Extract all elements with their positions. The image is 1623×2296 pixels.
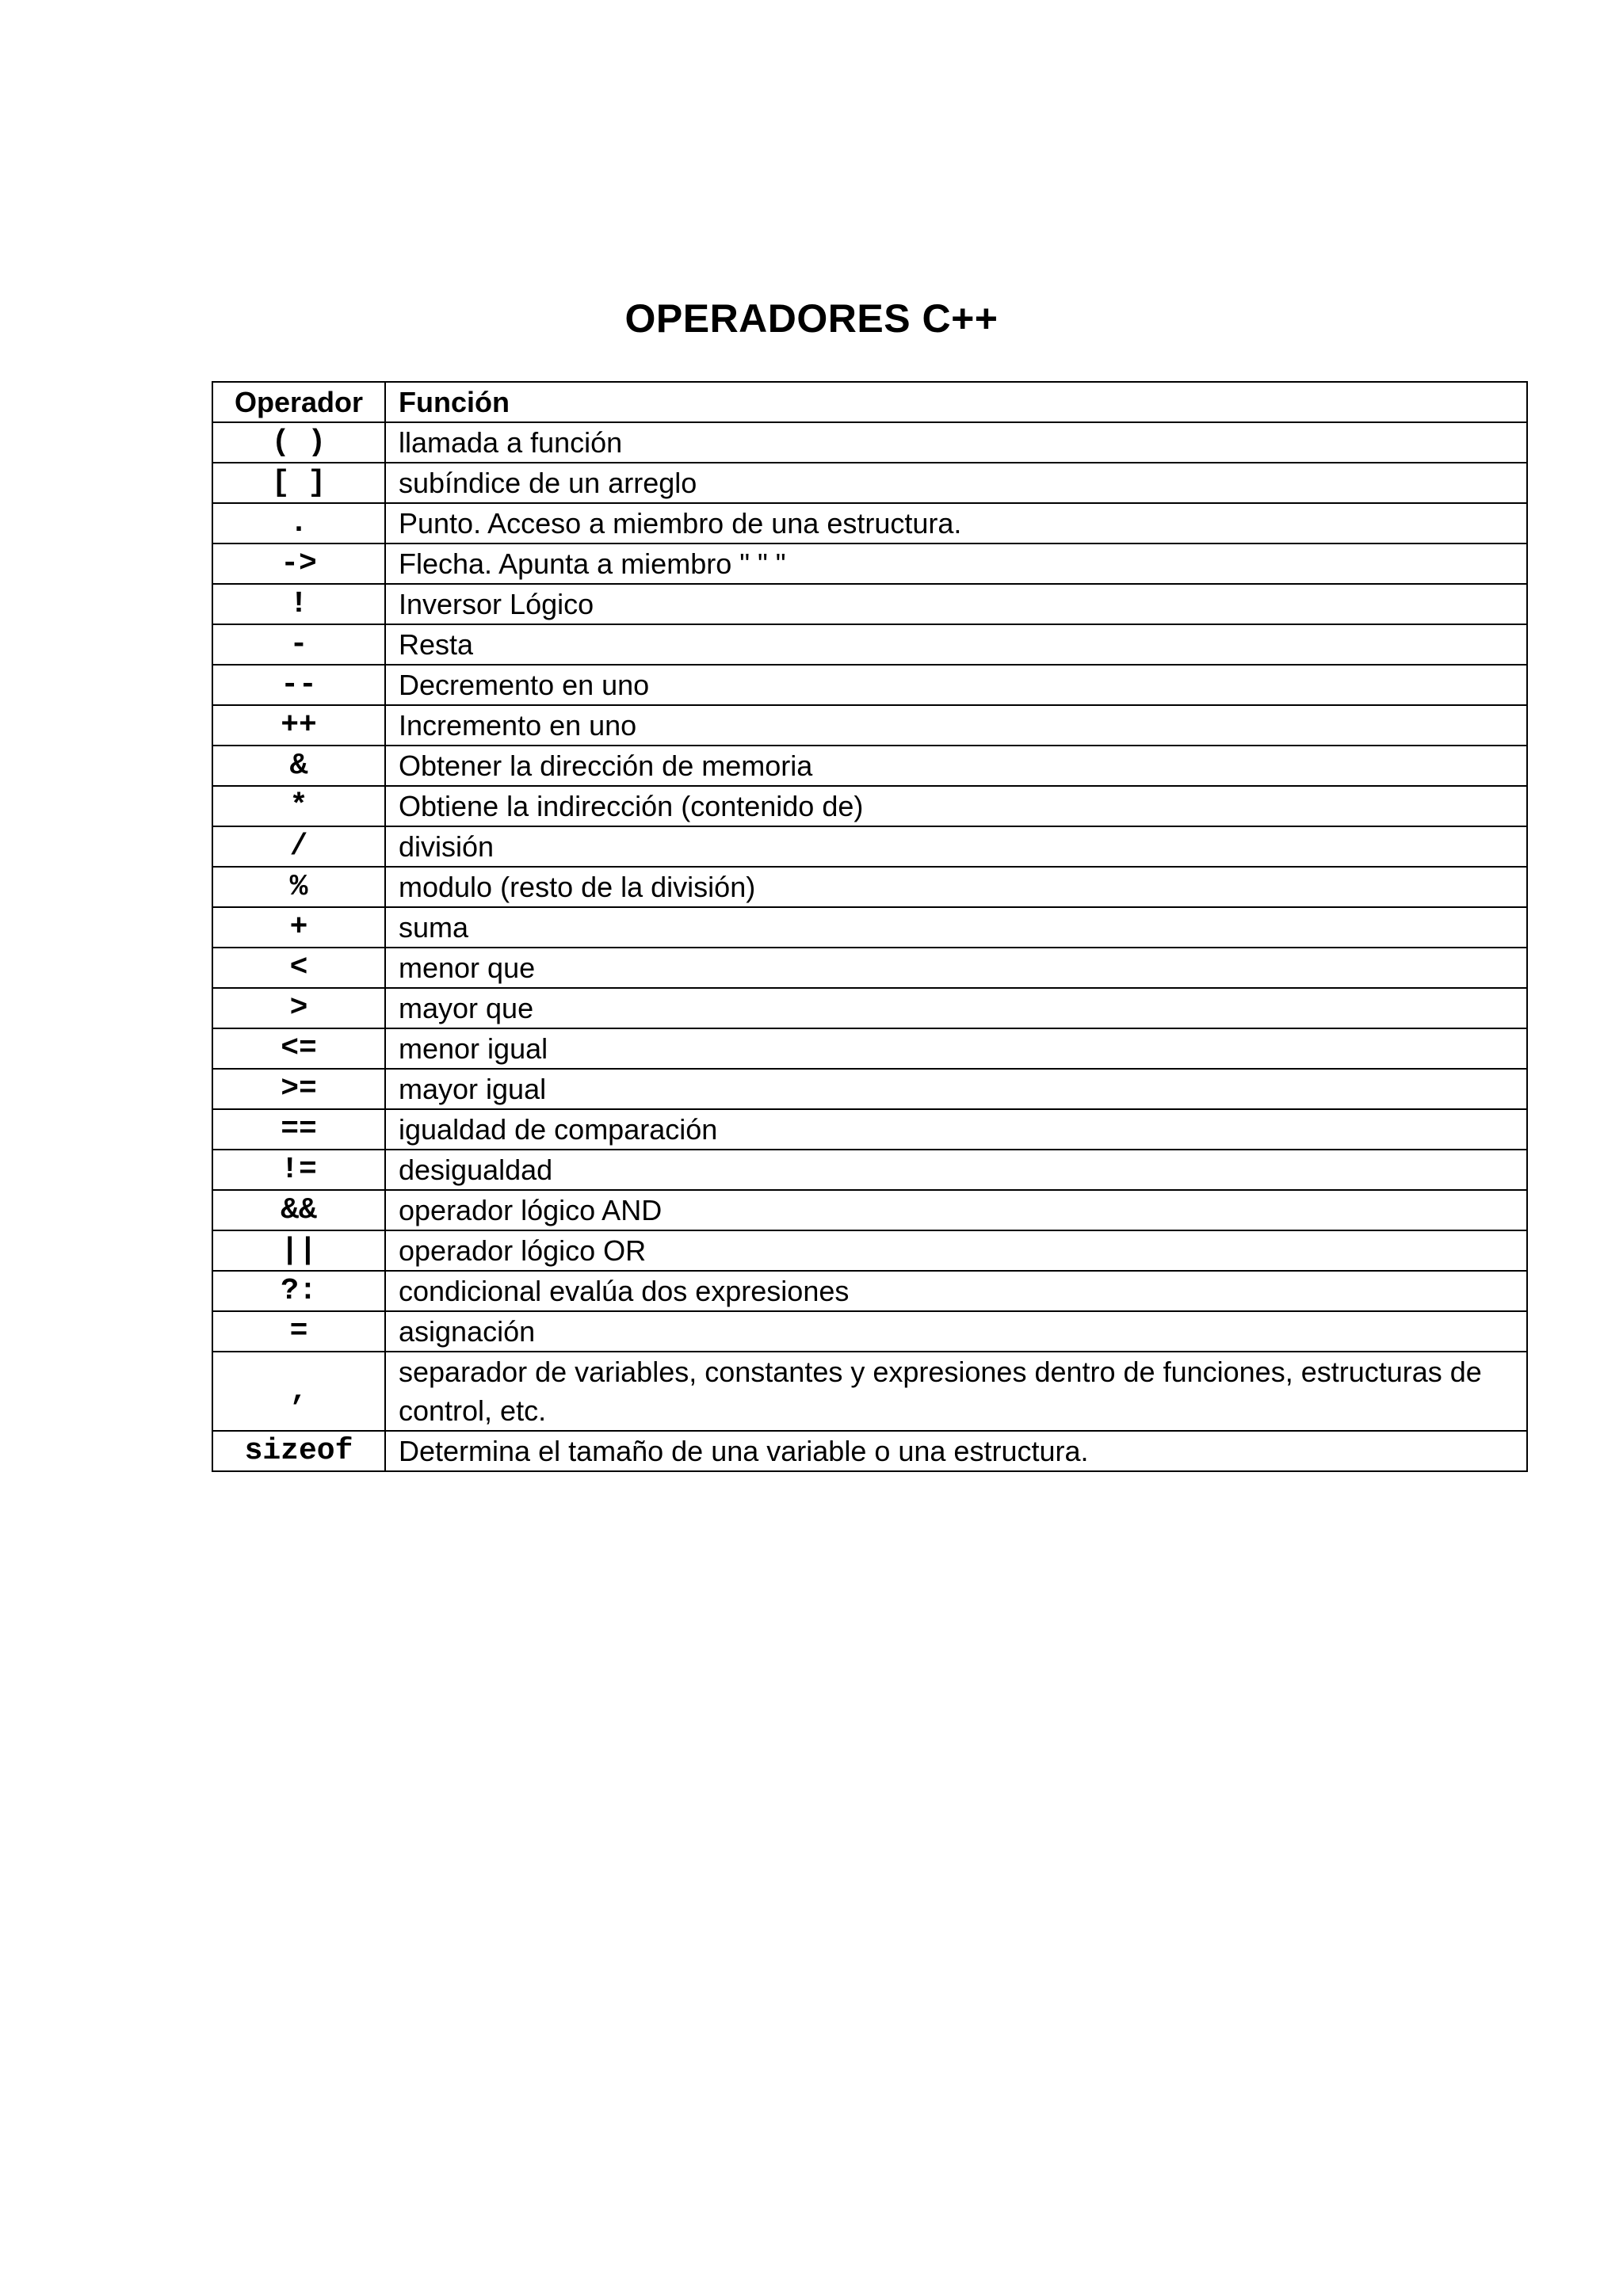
function-cell: Inversor Lógico (385, 584, 1527, 624)
function-cell: igualdad de comparación (385, 1109, 1527, 1150)
function-cell: Incremento en uno (385, 705, 1527, 746)
function-cell: operador lógico OR (385, 1230, 1527, 1271)
table-row (212, 988, 1527, 1028)
table-row (212, 948, 1527, 988)
function-cell: condicional evalúa dos expresiones (385, 1271, 1527, 1311)
table-row (212, 786, 1527, 826)
operator-cell: > (212, 988, 385, 1028)
table-row (212, 665, 1527, 705)
function-cell: llamada a función (385, 422, 1527, 463)
table-row (212, 624, 1527, 665)
page-title: OPERADORES C++ (624, 296, 999, 341)
operator-cell: / (212, 826, 385, 867)
table-row (212, 543, 1527, 584)
operators-table (212, 381, 1528, 1472)
operator-cell: % (212, 867, 385, 907)
table-row (212, 503, 1527, 543)
operator-cell: <= (212, 1028, 385, 1069)
table-row (212, 1028, 1527, 1069)
operator-cell: >= (212, 1069, 385, 1109)
table-row (212, 1431, 1527, 1471)
table-row (212, 1230, 1527, 1271)
header-funcion: Función (385, 382, 1527, 422)
operator-cell: [ ] (212, 463, 385, 503)
function-cell: mayor igual (385, 1069, 1527, 1109)
operator-cell: -- (212, 665, 385, 705)
function-cell: menor que (385, 948, 1527, 988)
operator-cell: < (212, 948, 385, 988)
function-cell: Decremento en uno (385, 665, 1527, 705)
operator-cell: != (212, 1150, 385, 1190)
operator-cell: ! (212, 584, 385, 624)
operator-cell: ++ (212, 705, 385, 746)
operator-cell: == (212, 1109, 385, 1150)
operator-cell: , (212, 1352, 385, 1431)
function-cell: menor igual (385, 1028, 1527, 1069)
function-cell: separador de variables, constantes y expresiones dentro de funciones, estructuras de control, etc. (385, 1352, 1527, 1431)
operator-cell: - (212, 624, 385, 665)
function-cell: subíndice de un arreglo (385, 463, 1527, 503)
table-row (212, 463, 1527, 503)
function-cell: división (385, 826, 1527, 867)
function-cell: asignación (385, 1311, 1527, 1352)
table-row (212, 1311, 1527, 1352)
table-row (212, 867, 1527, 907)
table-row (212, 1150, 1527, 1190)
operator-cell: || (212, 1230, 385, 1271)
function-cell: Obtiene la indirección (contenido de) (385, 786, 1527, 826)
function-cell: suma (385, 907, 1527, 948)
operator-cell: -> (212, 543, 385, 584)
table-row (212, 705, 1527, 746)
table-row (212, 907, 1527, 948)
table-header-row (212, 382, 1527, 422)
operator-cell: = (212, 1311, 385, 1352)
table-row (212, 826, 1527, 867)
function-cell: Punto. Acceso a miembro de una estructura. (385, 503, 1527, 543)
table-row (212, 422, 1527, 463)
function-cell: Flecha. Apunta a miembro " " " (385, 543, 1527, 584)
function-cell: operador lógico AND (385, 1190, 1527, 1230)
table-row (212, 1190, 1527, 1230)
table-row (212, 1271, 1527, 1311)
operator-cell: & (212, 746, 385, 786)
function-cell: desigualdad (385, 1150, 1527, 1190)
operator-cell: * (212, 786, 385, 826)
table-row (212, 1352, 1527, 1431)
operator-cell: && (212, 1190, 385, 1230)
function-cell: modulo (resto de la división) (385, 867, 1527, 907)
function-cell: Obtener la dirección de memoria (385, 746, 1527, 786)
operator-cell: sizeof (212, 1431, 385, 1471)
header-operador: Operador (212, 382, 385, 422)
function-cell: Determina el tamaño de una variable o una estructura. (385, 1431, 1527, 1471)
table-row (212, 1069, 1527, 1109)
operator-cell: + (212, 907, 385, 948)
operator-cell: . (212, 503, 385, 543)
table-row (212, 1109, 1527, 1150)
function-cell: mayor que (385, 988, 1527, 1028)
function-cell: Resta (385, 624, 1527, 665)
table-row (212, 584, 1527, 624)
table-row (212, 746, 1527, 786)
operator-cell: ?: (212, 1271, 385, 1311)
operator-cell: ( ) (212, 422, 385, 463)
